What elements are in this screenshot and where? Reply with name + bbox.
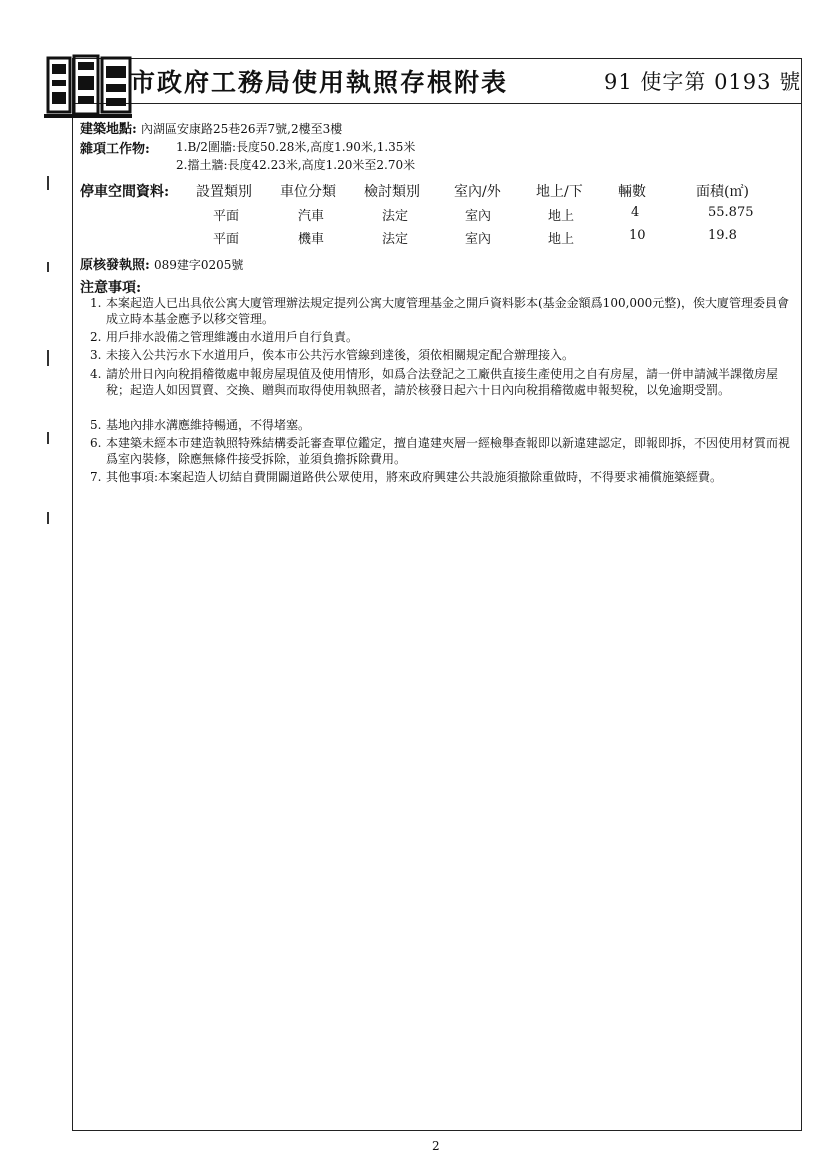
margin-mark: [47, 262, 49, 272]
parking-cell: 19.8: [708, 228, 737, 243]
note-number: 6.: [90, 436, 102, 450]
parking-cell: 法定: [382, 209, 409, 224]
original-permit-value: 089建字0205號: [153, 258, 244, 272]
parking-header-cell: 地上/下: [536, 184, 583, 200]
margin-mark: [47, 432, 49, 444]
note-number: 3.: [90, 348, 102, 362]
address-label: 建築地點:: [80, 122, 137, 137]
note-text: 未接入公共污水下水道用戶，俟本市公共污水管線到達後，須依相關規定配合辦理接入。: [106, 348, 575, 362]
misc-works-row: [80, 138, 150, 157]
note-item: [90, 347, 800, 363]
parking-cell: 平面: [213, 209, 240, 224]
note-number: 5.: [90, 418, 102, 432]
note-number: 1.: [90, 296, 102, 310]
note-text: 其他事項:本案起造人切結自費開闢道路供公眾使用，將來政府興建公共設施須撤除重做時，不得要求補償施築經費。: [106, 470, 723, 484]
permit-number: 91 使字第 0193 號: [604, 70, 802, 94]
parking-cell: 地上: [548, 232, 575, 247]
parking-header-cell: 設置類別: [196, 184, 252, 200]
note-text: 基地內排水溝應維持暢通，不得堵塞。: [106, 418, 311, 432]
document-frame: [72, 58, 802, 1131]
misc-works-item: 1.B/2圍牆:長度50.28米,高度1.90米,1.35米: [176, 140, 416, 154]
parking-cell: 室內: [465, 209, 492, 224]
note-text: 請於卅日內向稅捐稽徵處申報房屋現值及使用情形，如爲合法登記之工廠供直接生產使用之自有房屋，請一併申請減半課徵房屋稅；起造人如因買賣、交換、贈與而取得使用執照者，請於核發日起六十日內向稅捐稽徵處申報契稅，以免逾期受罰。: [106, 367, 779, 397]
parking-header-cell: 輛數: [618, 184, 646, 200]
note-text: 本案起造人已出具依公寓大廈管理辦法規定提列公寓大廈管理基金之開戶資料影本(基金金額爲100,000元整)，俟大廈管理委員會成立時本基金應予以移交管理。: [106, 296, 789, 326]
parking-cell: 4: [631, 205, 640, 220]
notes-label-row: [80, 277, 141, 297]
parking-header-cell: 室內/外: [454, 184, 501, 200]
margin-mark: [47, 350, 49, 366]
margin-mark: [47, 176, 49, 190]
parking-header-cell: 面積(㎡): [696, 184, 749, 200]
note-item: [90, 295, 800, 327]
note-number: 7.: [90, 470, 102, 484]
notes-label: 注意事項:: [80, 280, 142, 296]
note-item: [90, 417, 800, 433]
parking-cell: 55.875: [708, 205, 754, 220]
parking-cell: 機車: [298, 232, 325, 247]
title-divider: [72, 103, 802, 104]
note-text: 本建築未經本市建造執照特殊結構委託審查單位鑑定，擅自違建夾層一經檢舉查報即以新違建認定，即報即拆，不因使用材質而視爲室內裝修，除應無條件接受拆除，並須負擔拆除費用。: [106, 436, 791, 466]
page-number: 2: [432, 1139, 440, 1153]
parking-cell: 10: [629, 228, 646, 243]
original-permit-row: [80, 254, 243, 273]
note-text: 用戶排水設備之管理維護由水道用戶自行負責。: [106, 330, 359, 344]
document-title: 市政府工務局使用執照存根附表: [130, 68, 509, 97]
note-item: [90, 435, 800, 467]
original-permit-label: 原核發執照:: [80, 258, 150, 273]
misc-works-item: 2.擋土牆:長度42.23米,高度1.20米至2.70米: [176, 158, 416, 172]
margin-mark: [47, 512, 49, 524]
address-value: 內湖區安康路25巷26弄7號,2樓至3樓: [140, 122, 343, 136]
binding-stamp-mark: [44, 54, 136, 120]
note-number: 2.: [90, 330, 102, 344]
misc-works-label: 雜項工作物:: [80, 142, 150, 157]
address-row: [80, 118, 342, 137]
parking-cell: 地上: [548, 209, 575, 224]
note-number: 4.: [90, 367, 102, 381]
parking-cell: 室內: [465, 232, 492, 247]
note-item: [90, 469, 800, 485]
parking-label-row: [80, 181, 169, 201]
parking-cell: 法定: [382, 232, 409, 247]
note-item: [90, 366, 800, 398]
parking-cell: 平面: [213, 232, 240, 247]
parking-cell: 汽車: [298, 209, 325, 224]
parking-header-cell: 車位分類: [280, 184, 336, 200]
parking-label: 停車空間資料:: [80, 184, 170, 200]
note-item: [90, 329, 800, 345]
parking-header-cell: 檢討類別: [364, 184, 420, 200]
